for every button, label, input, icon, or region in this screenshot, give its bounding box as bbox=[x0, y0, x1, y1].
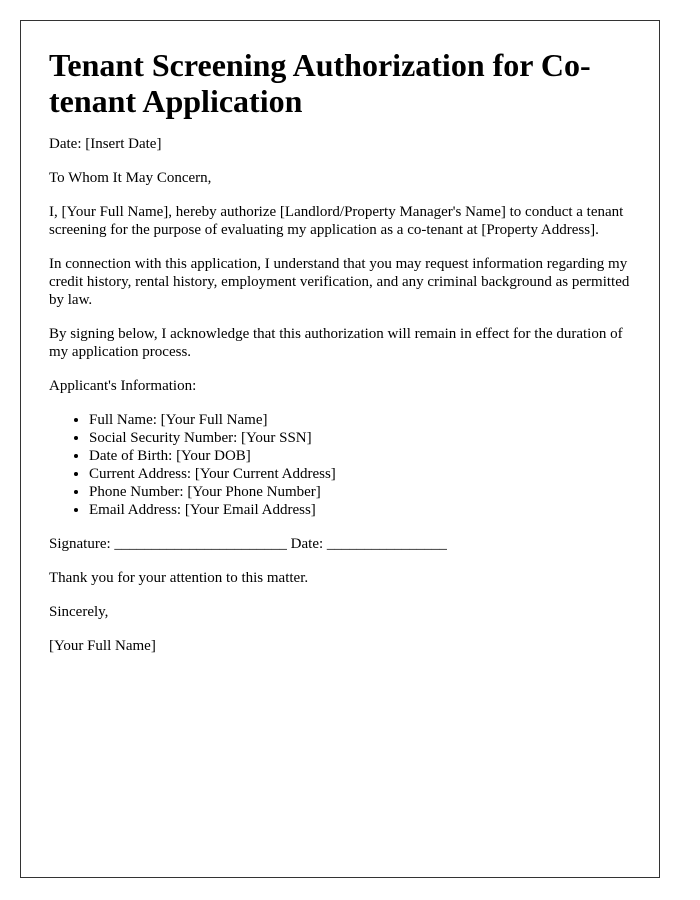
document-title: Tenant Screening Authorization for Co-tenant Application bbox=[49, 47, 591, 119]
applicant-info-email: • Email Address: [Your Email Address] bbox=[89, 501, 631, 519]
applicant-info-address: • Current Address: [Your Current Address] bbox=[89, 465, 631, 483]
applicant-info-heading: Applicant's Information: bbox=[49, 378, 197, 394]
authorization-paragraph: I, [Your Full Name], hereby authorize [Landlord/Property Manager's Name] to conduct a tenant screening for the purpose of evaluating my application as a co-tenant at [Property Address]. bbox=[49, 204, 624, 238]
signer-name: [Your Full Name] bbox=[49, 638, 156, 654]
applicant-info-dob: • Date of Birth: [Your DOB] bbox=[89, 447, 631, 465]
thanks-line: Thank you for your attention to this matter. bbox=[49, 570, 309, 586]
applicant-info-list bbox=[49, 411, 631, 519]
salutation: To Whom It May Concern, bbox=[49, 170, 212, 186]
acknowledgement-paragraph: By signing below, I acknowledge that this authorization will remain in effect for the duration of my application process. bbox=[49, 326, 623, 360]
date-line: Date: [Insert Date] bbox=[49, 136, 162, 152]
closing-line: Sincerely, bbox=[49, 604, 109, 620]
applicant-info-full-name: • Full Name: [Your Full Name] bbox=[89, 411, 631, 429]
applicant-info-ssn: • Social Security Number: [Your SSN] bbox=[89, 429, 631, 447]
document-page bbox=[20, 20, 660, 878]
applicant-info-phone: • Phone Number: [Your Phone Number] bbox=[89, 483, 631, 501]
signature-line: Signature: _______________________ Date: ________________ bbox=[49, 536, 447, 552]
information-request-paragraph: In connection with this application, I understand that you may request information regarding my credit history, rental history, employment verification, and any criminal background as permitted by law. bbox=[49, 256, 630, 308]
